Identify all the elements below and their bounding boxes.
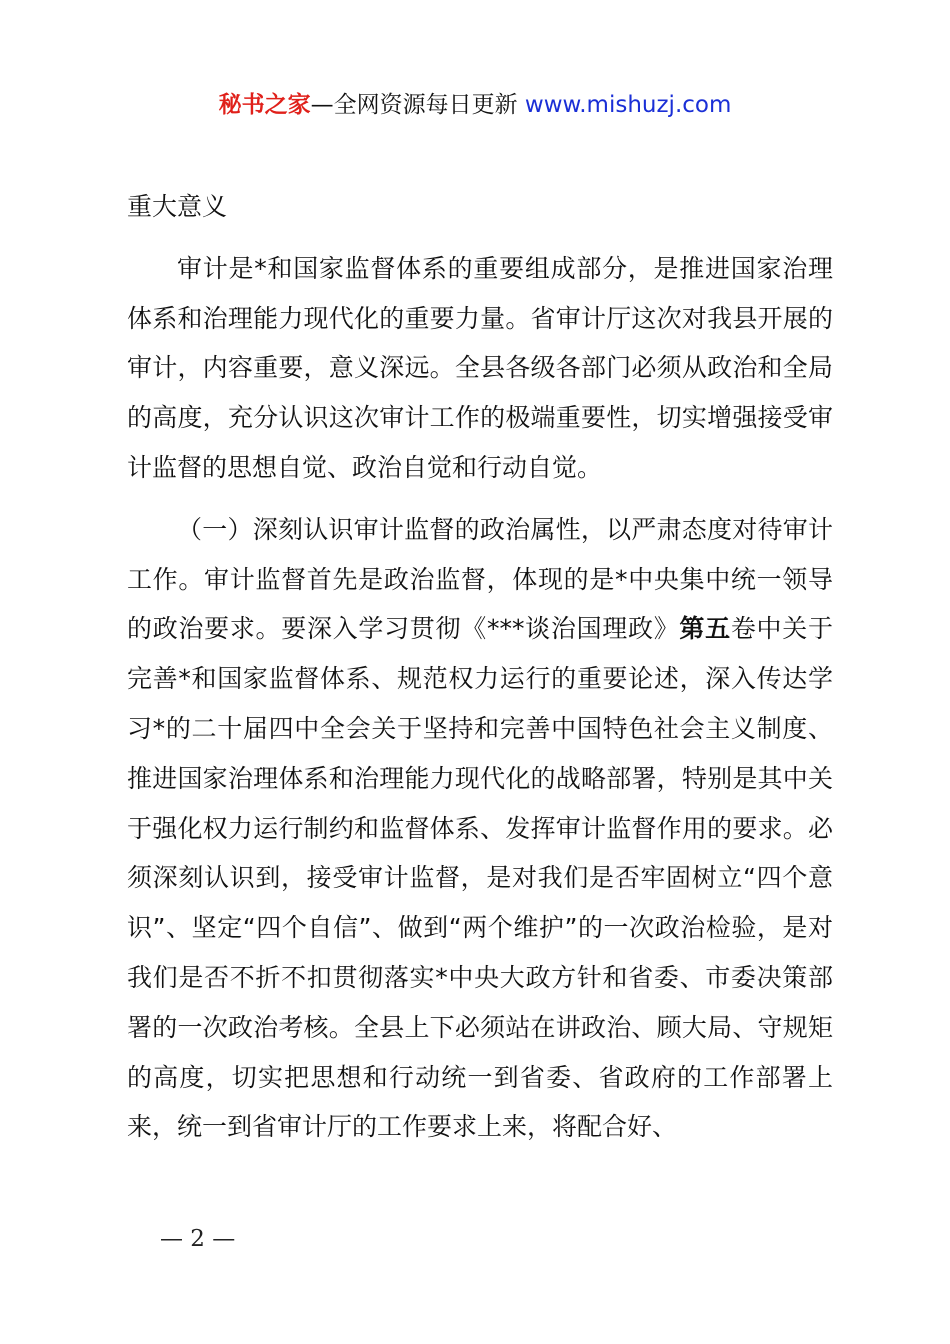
section-heading: 重大意义 bbox=[127, 192, 228, 221]
document-body bbox=[127, 182, 833, 1164]
site-header bbox=[0, 88, 950, 122]
site-tagline: —全网资源每日更新 bbox=[310, 92, 525, 118]
site-url-link[interactable]: www.mishuzj.com bbox=[524, 92, 732, 118]
site-brand: 秘书之家 bbox=[218, 92, 311, 118]
paragraph-2-text-start: （一）深刻认识审计监督的政治属性，以严肃态度对待审计工作。审计监督首先是政治监督，体现的是*中央集中统一领导的政治要求。要深入学习贯彻《***谈治国理政》 bbox=[127, 514, 833, 644]
paragraph-2 bbox=[127, 505, 833, 1152]
page-number: — 2 — bbox=[160, 1226, 236, 1252]
paragraph-2-text-end: 卷中关于完善*和国家监督体系、规范权力运行的重要论述，深入传达学习*的二十届四中全会关于坚持和完善中国特色社会主义制度、推进国家治理体系和治理能力现代化的战略部署，特别是其中关于强化权力运行制约和监督体系、发挥审计监督作用的要求。必须深刻认识到，接受审计监督，是对我们是否牢固树立“四个意识”、坚定“四个自信”、做到“两个维护”的一次政治检验，是对我们是否不折不扣贯彻落实*中央大政方针和省委、市委决策部署的一次政治考核。全县上下必须站在讲政治、顾大局、守规矩的高度，切实把思想和行动统一到省委、省政府的工作部署上来，统一到省审计厅的工作要求上来，将配合好、 bbox=[127, 614, 833, 1142]
paragraph-2-bold-text: 第五 bbox=[679, 614, 731, 644]
paragraph-1-text: 审计是*和国家监督体系的重要组成部分，是推进国家治理体系和治理能力现代化的重要力量。省审计厅这次对我县开展的审计，内容重要，意义深远。全县各级各部门必须从政治和全局的高度，充分认识这次审计工作的极端重要性，切实增强接受审计监督的思想自觉、政治自觉和行动自觉。 bbox=[127, 253, 833, 482]
paragraph-1 bbox=[127, 244, 833, 493]
